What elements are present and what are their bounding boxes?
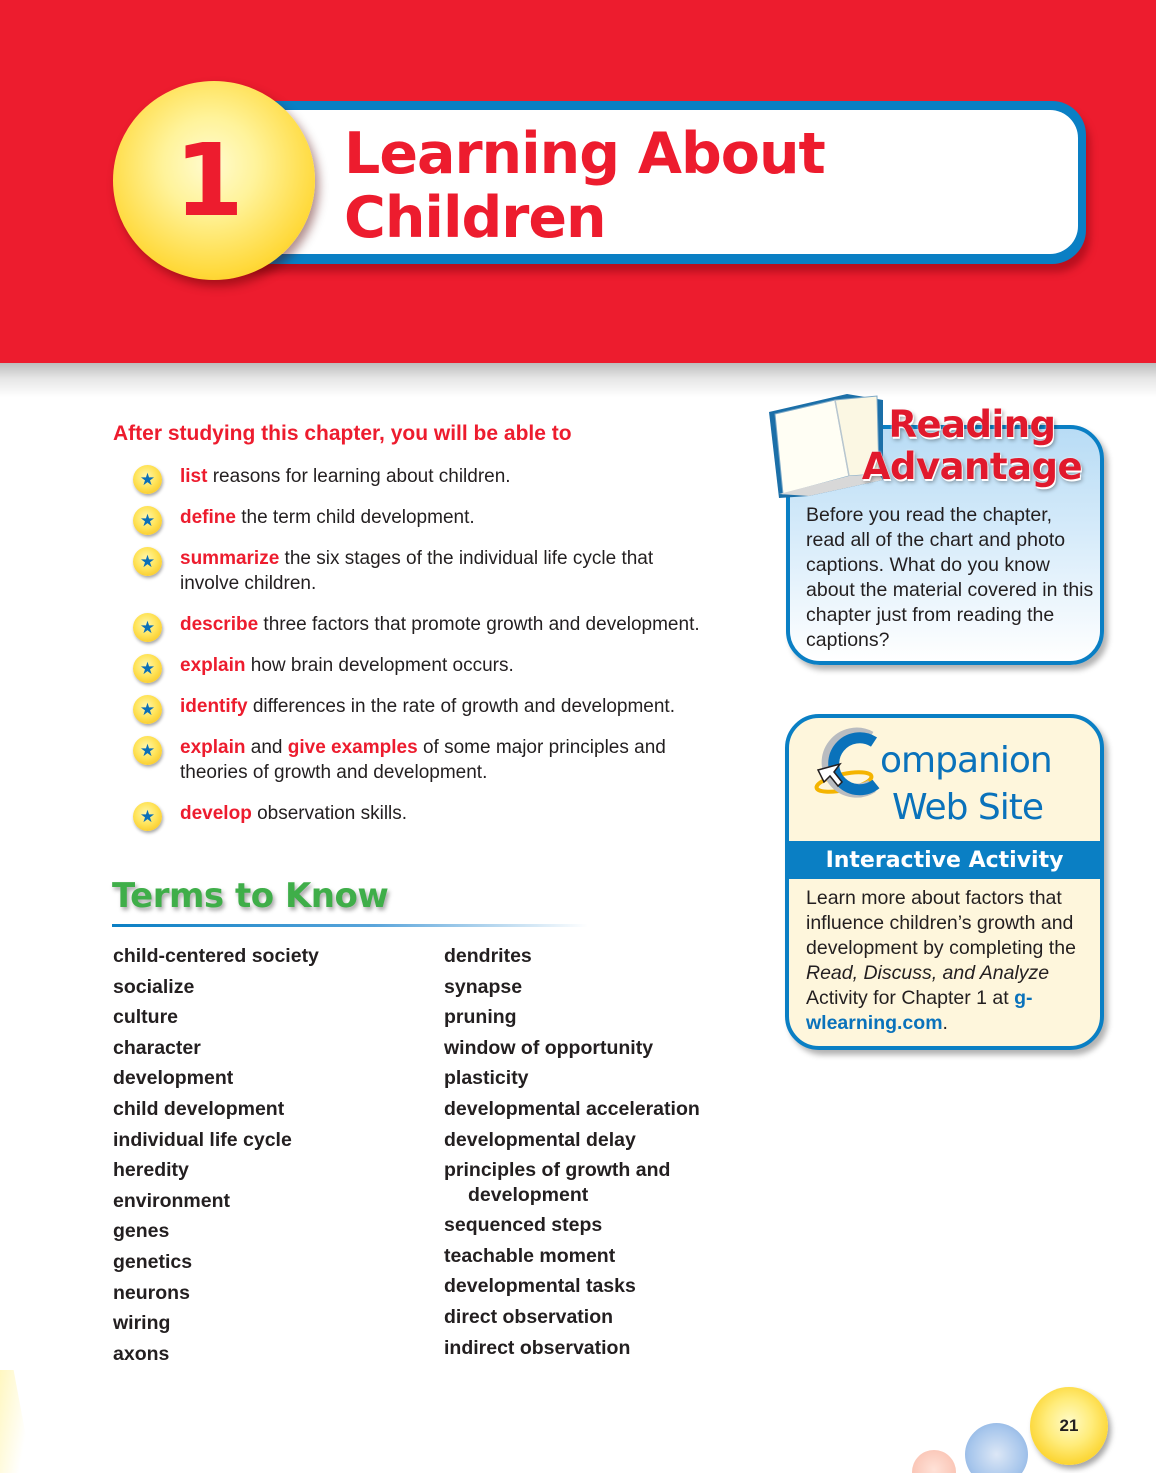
term: child-centered society <box>113 945 319 967</box>
term: environment <box>113 1189 231 1212</box>
page-number: 21 <box>1030 1387 1108 1465</box>
objective-item <box>133 735 723 785</box>
term-line-continued: development <box>468 1184 589 1207</box>
term: axons <box>113 1342 170 1365</box>
term: plasticity <box>444 1067 529 1090</box>
objective-item <box>133 801 763 826</box>
star-icon: ★ <box>133 802 162 831</box>
term: child development <box>113 1097 285 1120</box>
objective-text: and <box>245 737 288 758</box>
reading-advantage-title-line1: Reading <box>888 403 1056 446</box>
chapter-number-badge <box>113 81 315 280</box>
term <box>444 1155 724 1210</box>
objective-verb: summarize <box>180 548 280 569</box>
page-edge-decoration <box>0 1370 34 1473</box>
chapter-title <box>344 122 825 250</box>
objectives-heading: After studying this chapter, you will be able to <box>113 422 572 445</box>
companion-text-mid: Activity for Chapter 1 at <box>806 987 1015 1009</box>
interactive-activity-bar: Interactive Activity <box>789 841 1100 879</box>
term: dendrites <box>444 945 532 967</box>
objective-verb: list <box>180 466 208 487</box>
activity-name: Read, Discuss, and Analyze <box>806 962 1050 984</box>
objective-text: three factors that promote growth and development. <box>258 614 700 635</box>
objective-verb: identify <box>180 696 248 717</box>
objective-text: reasons for learning about children. <box>207 466 511 487</box>
term: individual life cycle <box>113 1128 292 1151</box>
companion-text <box>806 886 1096 1036</box>
website-link[interactable]: g-wlearning.com <box>806 987 1033 1034</box>
star-icon: ★ <box>133 736 162 765</box>
objective-text: of some major principles and theories of growth and development. <box>180 737 666 783</box>
term: teachable moment <box>444 1244 616 1267</box>
terms-column-right <box>444 941 724 1363</box>
companion-title-line1: ompanion <box>880 740 1052 781</box>
objective-item <box>133 546 693 596</box>
blue-ball-decoration <box>965 1423 1028 1473</box>
term: indirect observation <box>444 1336 631 1359</box>
companion-title-line2: Web Site <box>891 787 1044 828</box>
term: direct observation <box>444 1305 614 1328</box>
objective-text: the six stages of the individual life cycle that involve children. <box>180 548 654 594</box>
chapter-title-line1: Learning About <box>344 121 825 187</box>
terms-column-left <box>113 941 319 1369</box>
term: synapse <box>444 975 523 998</box>
term: pruning <box>444 1006 517 1029</box>
objective-item <box>133 612 763 637</box>
reading-advantage-title <box>852 404 1092 488</box>
term: developmental acceleration <box>444 1097 700 1120</box>
terms-divider <box>112 924 588 927</box>
chapter-number: 1 <box>174 122 244 239</box>
term: genetics <box>113 1250 193 1273</box>
objective-text: observation skills. <box>251 803 408 824</box>
term: character <box>113 1036 201 1059</box>
star-icon: ★ <box>133 465 162 494</box>
header-shadow <box>0 363 1156 397</box>
reading-advantage-text: Before you read the chapter, read all of the chart and photo captions. What do you know about the material covered in this chapter just from reading the captions? <box>806 504 1094 651</box>
term: developmental tasks <box>444 1275 636 1298</box>
term: wiring <box>113 1312 171 1335</box>
star-icon: ★ <box>133 654 162 683</box>
star-icon: ★ <box>133 547 162 576</box>
objective-verb: describe <box>180 614 259 635</box>
objective-verb: explain <box>180 655 246 676</box>
star-icon: ★ <box>133 695 162 724</box>
star-icon: ★ <box>133 506 162 535</box>
objective-verb: explain <box>180 737 246 758</box>
objective-item <box>133 653 763 678</box>
objective-text: the term child development. <box>235 507 475 528</box>
term: neurons <box>113 1281 190 1304</box>
reading-advantage-title-line2: Advantage <box>861 445 1083 488</box>
objective-verb: develop <box>180 803 252 824</box>
term: sequenced steps <box>444 1214 603 1237</box>
objective-verb: define <box>180 507 236 528</box>
companion-text-start: Learn more about factors that influence children’s growth and development by completing the <box>806 887 1076 959</box>
term: development <box>113 1067 234 1090</box>
chapter-title-line2: Children <box>344 185 606 251</box>
term: developmental delay <box>444 1128 636 1151</box>
term: heredity <box>113 1159 189 1182</box>
terms-heading: Terms to Know <box>112 876 389 916</box>
term: culture <box>113 1006 179 1029</box>
term: genes <box>113 1220 170 1243</box>
objectives-list <box>133 464 763 826</box>
term: window of opportunity <box>444 1036 654 1059</box>
objective-item <box>133 505 763 530</box>
objective-item <box>133 464 763 489</box>
objective-text: differences in the rate of growth and development. <box>247 696 675 717</box>
objective-text: how brain development occurs. <box>245 655 514 676</box>
star-icon: ★ <box>133 613 162 642</box>
companion-web-site-title <box>870 737 1065 831</box>
term: socialize <box>113 975 195 998</box>
companion-text-end: . <box>942 1012 948 1034</box>
term-line: principles of growth and <box>444 1159 671 1182</box>
pink-ball-decoration <box>912 1450 956 1473</box>
objective-item <box>133 694 763 719</box>
objective-verb: give examples <box>287 737 418 758</box>
